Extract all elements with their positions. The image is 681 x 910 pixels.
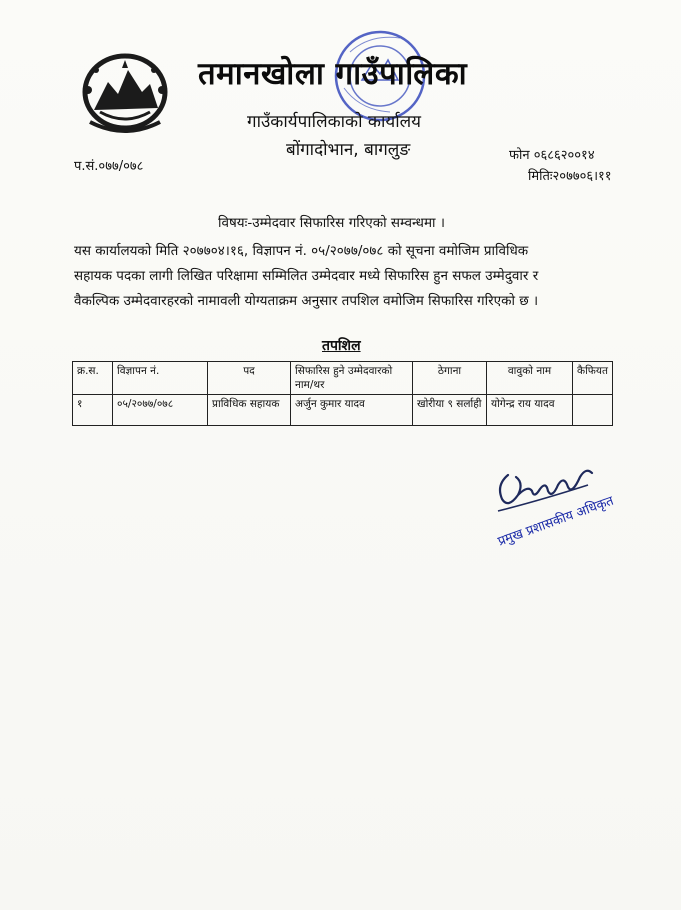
header-remarks: कैफियत bbox=[573, 362, 613, 395]
table-header-row bbox=[73, 362, 613, 395]
phone-number: फोन ०६८६२००१४ bbox=[509, 148, 595, 163]
cell-candidate: अर्जुन कुमार यादव bbox=[291, 395, 413, 426]
body-line-3: वैकल्पिक उम्मेदवारहरको नामावली योग्यताक्रम अनुसार तपशिल वमोजिम सिफारिस गरिएको छ । bbox=[74, 293, 539, 309]
header-father: वावुको नाम bbox=[487, 362, 573, 395]
recommendation-table bbox=[72, 361, 613, 426]
header-ad-no: विज्ञापन नं. bbox=[113, 362, 208, 395]
cell-serial: १ bbox=[73, 395, 113, 426]
header-candidate: सिफारिस हुने उम्मेदवारको नाम/थर bbox=[291, 362, 413, 395]
header-serial: क्र.स. bbox=[73, 362, 113, 395]
cell-address: खोरीया ९ सर्लाही bbox=[413, 395, 487, 426]
body-line-1: यस कार्यालयको मिति २०७७०४।१६, विज्ञापन नं. ०५/२०७७/०७८ को सूचना वमोजिम प्राविधिक bbox=[74, 243, 529, 259]
office-address: बोंगादोभान, बागलुङ bbox=[286, 140, 411, 160]
cell-father: योगेन्द्र राय यादव bbox=[487, 395, 573, 426]
table-row bbox=[73, 395, 613, 426]
signatory-title: प्रमुख प्रशासकीय अधिकृत bbox=[495, 493, 616, 550]
cell-post: प्राविधिक सहायक bbox=[208, 395, 291, 426]
reference-number: प.सं.०७७/०७८ bbox=[74, 159, 144, 174]
cell-ad-no: ०५/२०७७/०७८ bbox=[113, 395, 208, 426]
letter-subject: विषयः-उम्मेदवार सिफारिस गरिएको सम्वन्धमा । bbox=[218, 215, 445, 231]
cell-remarks bbox=[573, 395, 613, 426]
header-post: पद bbox=[208, 362, 291, 395]
table-title: तपशिल bbox=[322, 338, 361, 354]
body-line-2: सहायक पदका लागी लिखित परिक्षामा सम्मिलित उम्मेदवार मध्ये सिफारिस हुन सफल उम्मेदुवार र bbox=[74, 268, 539, 284]
letter-date: मितिः२०७७०६।११ bbox=[528, 169, 612, 184]
office-name: गाउँकार्यपालिकाको कार्यालय bbox=[247, 112, 422, 132]
header-address: ठेगाना bbox=[413, 362, 487, 395]
nepal-emblem-icon bbox=[76, 50, 174, 138]
municipality-title: तमानखोला गाउँपालिका bbox=[198, 56, 468, 92]
